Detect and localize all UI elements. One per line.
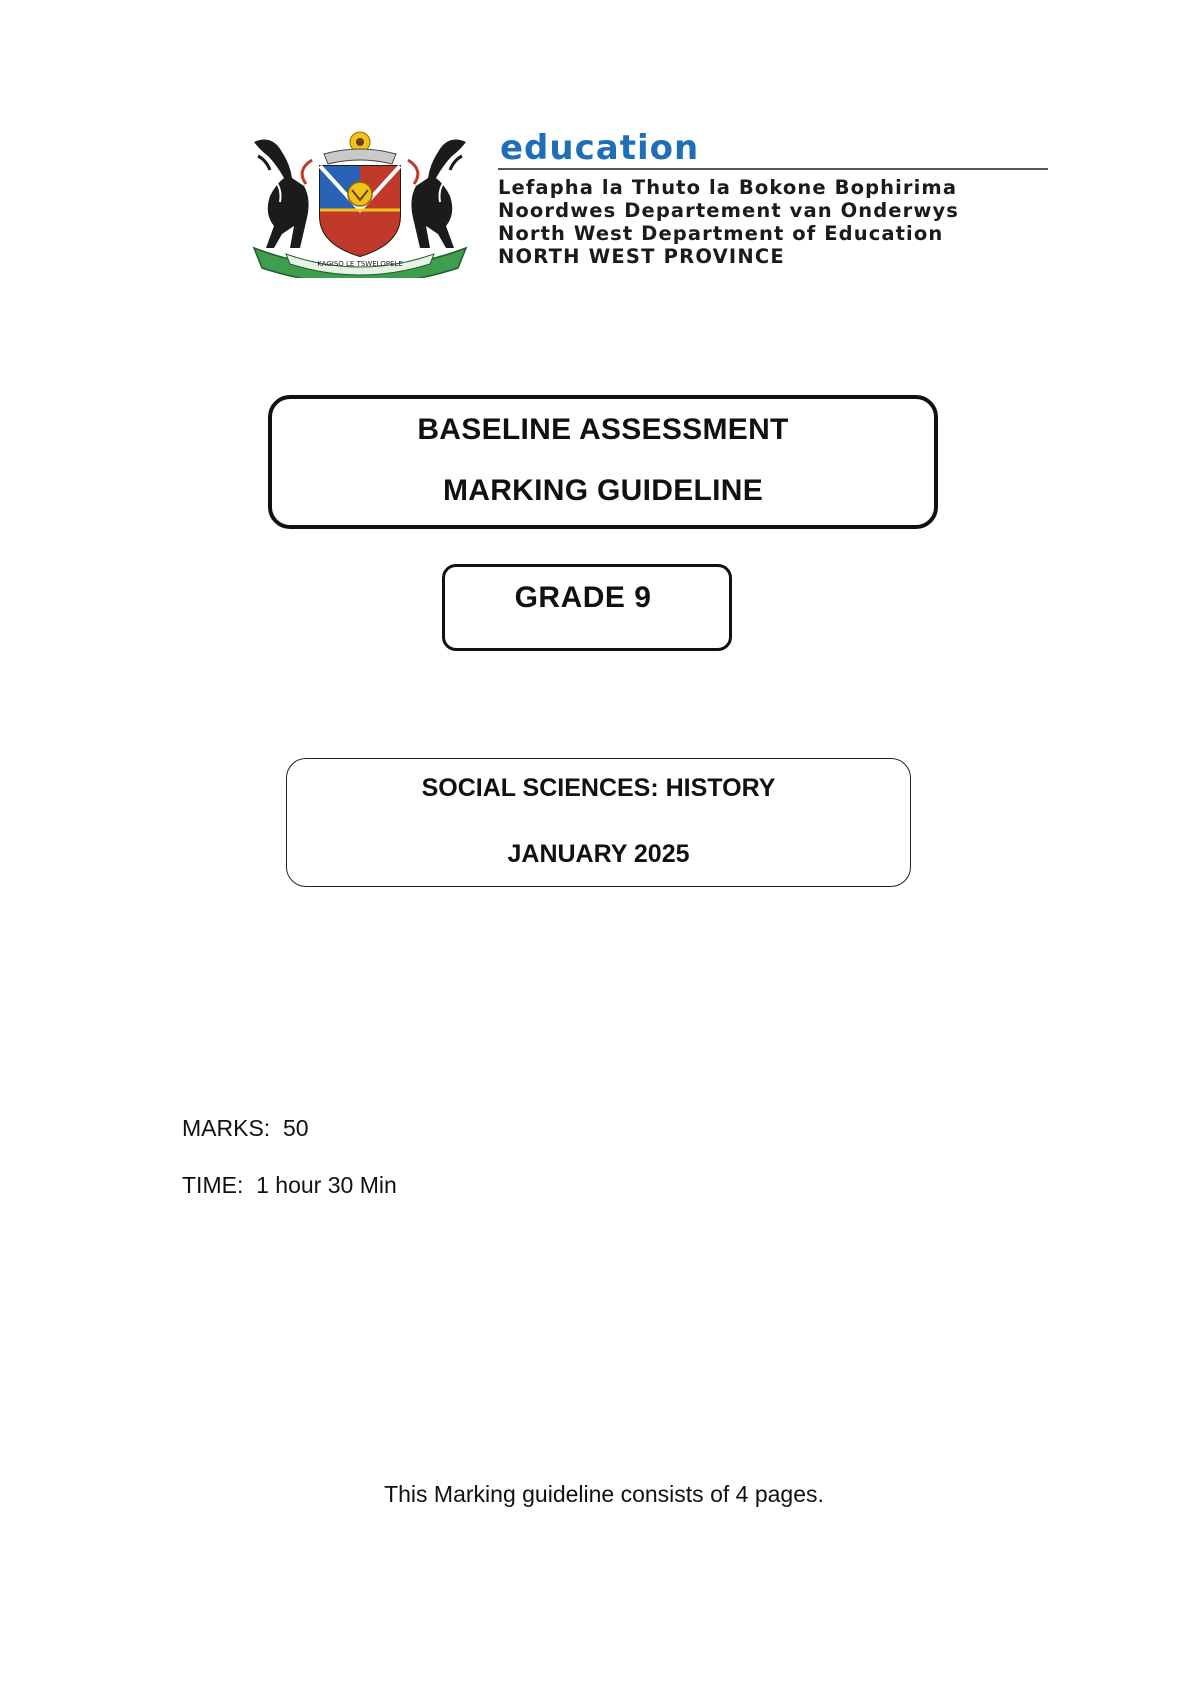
coat-of-arms-icon <box>246 130 474 278</box>
time-allowed: TIME: 1 hour 30 Min <box>182 1172 397 1198</box>
assessment-title-box <box>268 395 938 529</box>
document-type: MARKING GUIDELINE <box>442 474 764 507</box>
department-name-setswana: Lefapha la Thuto la Bokone Bophirima <box>498 176 958 199</box>
department-name-afrikaans: Noordwes Departement van Onderwys <box>498 199 959 222</box>
subject-name: SOCIAL SCIENCES: HISTORY <box>421 774 776 802</box>
svg-text:KAGISO LE TSWELOPELE: KAGISO LE TSWELOPELE <box>317 260 403 268</box>
exam-date: JANUARY 2025 <box>507 840 690 868</box>
department-header <box>246 130 1052 280</box>
assessment-title: BASELINE ASSESSMENT <box>417 413 789 446</box>
grade-box <box>442 564 732 651</box>
province-name: NORTH WEST PROVINCE <box>498 245 785 268</box>
department-name-english: North West Department of Education <box>498 222 944 245</box>
marks-total: MARKS: 50 <box>182 1115 309 1141</box>
department-name-block <box>498 130 1052 268</box>
subject-box <box>286 758 911 887</box>
header-divider <box>498 168 1048 170</box>
page-count-note: This Marking guideline consists of 4 pages. <box>384 1481 824 1507</box>
department-word: education <box>500 128 700 168</box>
grade-label: GRADE 9 <box>514 581 652 614</box>
